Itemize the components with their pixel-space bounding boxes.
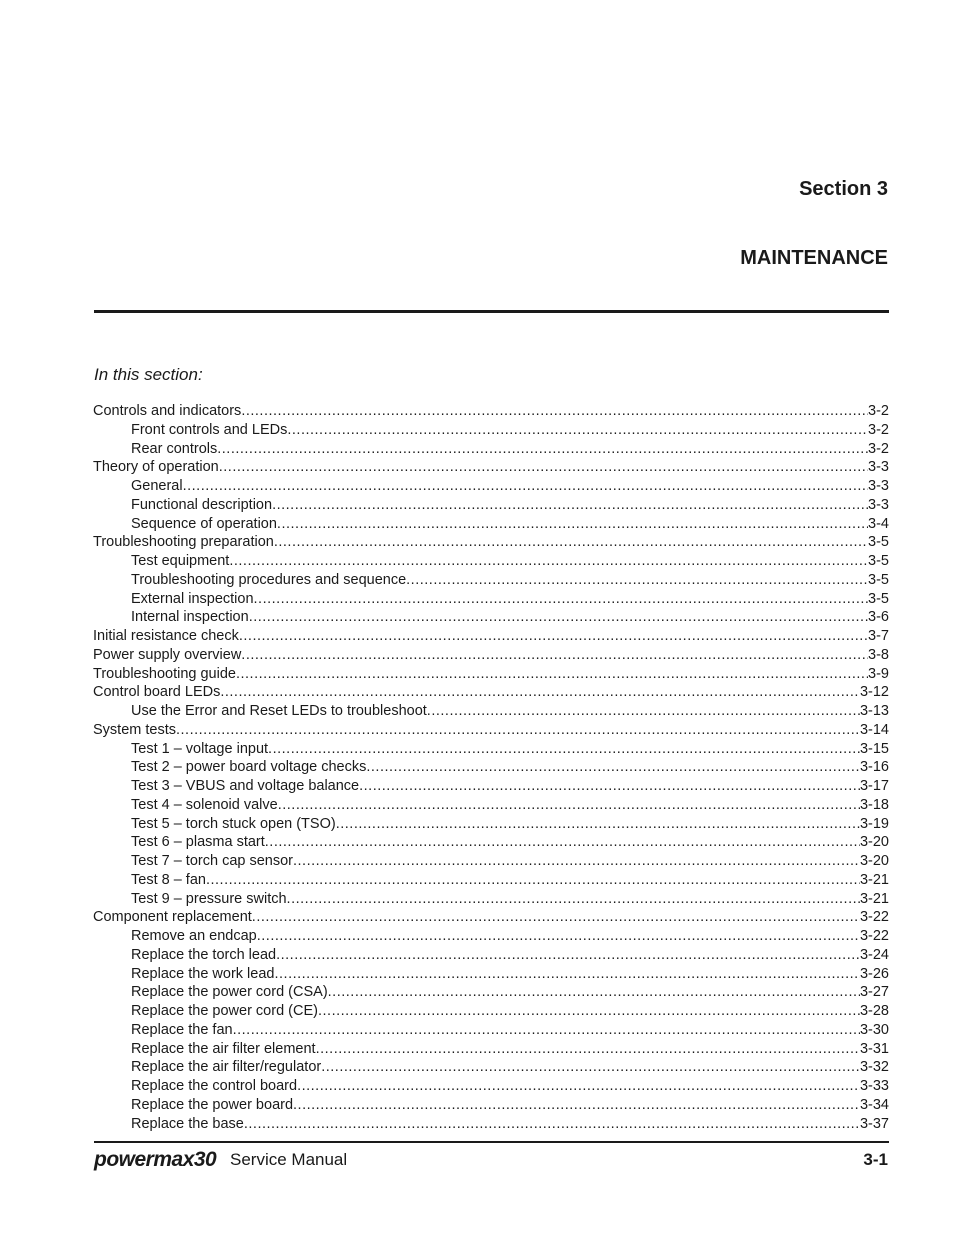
- toc-entry-label: Test equipment: [131, 553, 230, 569]
- toc-entry-page: 3-3: [868, 496, 889, 513]
- toc-entry-label: Replace the work lead: [131, 965, 275, 982]
- toc-entry-page: 3-2: [868, 440, 889, 457]
- toc-dot-leader: [406, 571, 868, 590]
- toc-entry-label: Use the Error and Reset LEDs to troubleshoot: [131, 703, 427, 719]
- footer-manual-title: Service Manual: [230, 1150, 348, 1169]
- toc-subentry[interactable]: [93, 927, 889, 946]
- toc-entry-label: Internal inspection: [131, 609, 249, 626]
- toc-subentry[interactable]: [93, 571, 889, 590]
- toc-dot-leader: [272, 496, 868, 515]
- toc-entry-label: Replace the power board: [131, 1096, 294, 1113]
- toc-entry-label: Controls and indicators: [93, 403, 242, 419]
- toc-subentry[interactable]: [93, 1096, 889, 1115]
- toc-entry-label: Test 1 – voltage input: [131, 740, 269, 757]
- toc-subentry[interactable]: [93, 496, 889, 515]
- toc-dot-leader: [233, 1021, 860, 1040]
- toc-entry[interactable]: [93, 665, 889, 684]
- toc-entry-page: 3-13: [859, 703, 889, 719]
- toc-entry-label: Control board LEDs: [93, 684, 221, 701]
- toc-dot-leader: [249, 608, 868, 627]
- toc-entry-page: 3-3: [868, 478, 889, 494]
- toc-dot-leader: [252, 908, 860, 927]
- toc-entry-page: 3-5: [868, 553, 889, 569]
- toc-entry-page: 3-4: [868, 515, 889, 532]
- toc-subentry[interactable]: [93, 833, 889, 852]
- toc-entry[interactable]: [93, 402, 889, 421]
- toc-dot-leader: [274, 965, 859, 984]
- toc-entry-label: General: [131, 478, 183, 494]
- toc-entry-page: 3-22: [859, 909, 889, 926]
- section-number: Section 3: [799, 178, 888, 200]
- toc-entry-page: 3-21: [859, 871, 889, 888]
- toc-subentry[interactable]: [93, 515, 889, 534]
- toc-entry[interactable]: [93, 683, 889, 702]
- toc-entry-label: Test 2 – power board voltage checks: [131, 759, 367, 776]
- toc-entry-label: Test 5 – torch stuck open (TSO): [131, 815, 336, 832]
- toc-subentry[interactable]: [93, 740, 889, 759]
- toc-entry-label: Functional description: [131, 496, 273, 513]
- toc-entry-label: Initial resistance check: [93, 628, 239, 644]
- toc-entry[interactable]: [93, 646, 889, 665]
- toc-dot-leader: [276, 946, 860, 965]
- toc-subentry[interactable]: [93, 1077, 889, 1096]
- toc-entry-page: 3-12: [859, 684, 889, 701]
- toc-entry-label: Rear controls: [131, 440, 218, 457]
- toc-entry-label: External inspection: [131, 590, 254, 607]
- toc-subentry[interactable]: [93, 1002, 889, 1021]
- toc-entry-page: 3-15: [859, 740, 889, 757]
- toc-entry-label: Replace the control board: [131, 1078, 298, 1094]
- toc-entry-label: Test 4 – solenoid valve: [131, 796, 278, 813]
- toc-dot-leader: [257, 927, 860, 946]
- toc-entry-page: 3-9: [868, 665, 889, 682]
- toc-entry-page: 3-27: [859, 984, 889, 1001]
- toc-entry-label: Troubleshooting guide: [93, 665, 236, 682]
- toc-dot-leader: [265, 833, 860, 852]
- toc-entry-page: 3-7: [868, 628, 889, 644]
- toc-dot-leader: [427, 702, 860, 721]
- toc-entry[interactable]: [93, 721, 889, 740]
- footer-divider: [94, 1141, 889, 1143]
- toc-entry-page: 3-5: [868, 590, 889, 607]
- toc-entry-label: Test 3 – VBUS and voltage balance: [131, 778, 360, 794]
- toc-dot-leader: [229, 552, 868, 571]
- toc-dot-leader: [176, 721, 860, 740]
- toc-entry-page: 3-3: [868, 459, 889, 476]
- toc-subentry[interactable]: [93, 1021, 889, 1040]
- toc-dot-leader: [278, 796, 860, 815]
- toc-dot-leader: [206, 871, 860, 890]
- section-title: MAINTENANCE: [740, 247, 888, 269]
- toc-dot-leader: [287, 890, 860, 909]
- toc-subentry[interactable]: [93, 421, 889, 440]
- toc-entry-label: Front controls and LEDs: [131, 421, 288, 438]
- toc-subentry[interactable]: [93, 871, 889, 890]
- toc-entry-label: Replace the power cord (CE): [131, 1003, 318, 1019]
- toc-entry-label: Test 7 – torch cap sensor: [131, 853, 293, 869]
- table-of-contents: [93, 402, 889, 1133]
- toc-entry-page: 3-21: [859, 890, 889, 907]
- toc-entry-label: Test 6 – plasma start: [131, 834, 265, 851]
- toc-subentry[interactable]: [93, 590, 889, 609]
- toc-subentry[interactable]: [93, 946, 889, 965]
- toc-subentry[interactable]: [93, 983, 889, 1002]
- toc-entry-page: 3-5: [868, 534, 889, 551]
- toc-entry-page: 3-20: [859, 834, 889, 851]
- toc-dot-leader: [254, 590, 869, 609]
- toc-dot-leader: [328, 983, 860, 1002]
- toc-dot-leader: [293, 1096, 860, 1115]
- toc-dot-leader: [318, 1002, 860, 1021]
- toc-subentry[interactable]: [93, 852, 889, 871]
- toc-dot-leader: [274, 533, 868, 552]
- toc-dot-leader: [359, 777, 860, 796]
- toc-subentry[interactable]: [93, 965, 889, 984]
- toc-subentry[interactable]: [93, 890, 889, 909]
- toc-entry-label: Remove an endcap: [131, 928, 257, 944]
- toc-entry-label: Test 8 – fan: [131, 871, 206, 888]
- toc-entry[interactable]: [93, 458, 889, 477]
- toc-entry-label: Troubleshooting preparation: [93, 534, 274, 551]
- toc-entry-label: Component replacement: [93, 909, 252, 926]
- toc-entry-page: 3-20: [859, 853, 889, 869]
- toc-entry-page: 3-26: [859, 965, 889, 982]
- toc-entry-page: 3-33: [859, 1078, 889, 1094]
- toc-entry-page: 3-8: [868, 646, 889, 663]
- toc-subentry[interactable]: [93, 796, 889, 815]
- toc-entry-page: 3-16: [859, 759, 889, 776]
- toc-entry-page: 3-17: [859, 778, 889, 794]
- toc-subentry[interactable]: [93, 702, 889, 721]
- toc-entry-label: Power supply overview: [93, 646, 242, 663]
- toc-dot-leader: [183, 477, 868, 496]
- toc-dot-leader: [287, 421, 868, 440]
- footer-page-number: 3-1: [863, 1150, 888, 1169]
- toc-dot-leader: [236, 665, 868, 684]
- toc-entry[interactable]: [93, 627, 889, 646]
- toc-entry-page: 3-5: [868, 571, 889, 588]
- toc-dot-leader: [241, 402, 868, 421]
- toc-entry-page: 3-31: [859, 1040, 889, 1057]
- title-divider: [94, 310, 889, 313]
- toc-subentry[interactable]: [93, 1058, 889, 1077]
- toc-entry-label: Replace the air filter/regulator: [131, 1059, 322, 1076]
- toc-entry-page: 3-30: [859, 1021, 889, 1038]
- toc-dot-leader: [277, 515, 868, 534]
- toc-entry-page: 3-37: [859, 1115, 889, 1132]
- toc-subentry[interactable]: [93, 758, 889, 777]
- toc-entry-page: 3-22: [859, 928, 889, 944]
- toc-subentry[interactable]: [93, 477, 889, 496]
- toc-entry-page: 3-34: [859, 1096, 889, 1113]
- toc-entry-label: Troubleshooting procedures and sequence: [131, 571, 407, 588]
- toc-subentry[interactable]: [93, 552, 889, 571]
- toc-subentry[interactable]: [93, 1040, 889, 1059]
- toc-entry-label: Replace the torch lead: [131, 946, 277, 963]
- toc-entry[interactable]: [93, 908, 889, 927]
- toc-entry-page: 3-2: [868, 403, 889, 419]
- toc-entry-page: 3-32: [859, 1059, 889, 1076]
- toc-entry-page: 3-14: [859, 721, 889, 738]
- toc-dot-leader: [244, 1115, 860, 1134]
- toc-dot-leader: [268, 740, 860, 759]
- toc-entry-label: Replace the fan: [131, 1021, 233, 1038]
- toc-entry-page: 3-2: [868, 421, 889, 438]
- toc-subentry[interactable]: [93, 608, 889, 627]
- toc-dot-leader: [336, 815, 860, 834]
- toc-entry-label: System tests: [93, 721, 176, 738]
- toc-entry-label: Replace the power cord (CSA): [131, 984, 328, 1001]
- footer-brand-logo: powermax30: [94, 1148, 217, 1171]
- toc-entry-page: 3-24: [859, 946, 889, 963]
- toc-dot-leader: [321, 1058, 860, 1077]
- toc-dot-leader: [316, 1040, 860, 1059]
- toc-entry-page: 3-28: [859, 1003, 889, 1019]
- toc-entry-label: Theory of operation: [93, 459, 219, 476]
- toc-entry-label: Sequence of operation: [131, 515, 277, 532]
- toc-dot-leader: [241, 646, 868, 665]
- toc-dot-leader: [239, 627, 868, 646]
- toc-dot-leader: [220, 683, 860, 702]
- toc-dot-leader: [366, 758, 860, 777]
- toc-dot-leader: [219, 458, 868, 477]
- toc-subentry[interactable]: [93, 815, 889, 834]
- toc-entry-page: 3-18: [859, 796, 889, 813]
- toc-entry-label: Replace the air filter element: [131, 1040, 316, 1057]
- toc-subentry[interactable]: [93, 777, 889, 796]
- toc-entry-label: Replace the base: [131, 1115, 244, 1132]
- toc-entry[interactable]: [93, 533, 889, 552]
- toc-dot-leader: [293, 852, 860, 871]
- intro-heading: In this section:: [94, 365, 203, 384]
- toc-dot-leader: [297, 1077, 860, 1096]
- toc-entry-page: 3-19: [859, 815, 889, 832]
- toc-subentry[interactable]: [93, 440, 889, 459]
- toc-subentry[interactable]: [93, 1115, 889, 1134]
- toc-entry-page: 3-6: [868, 609, 889, 626]
- toc-dot-leader: [217, 440, 868, 459]
- toc-entry-label: Test 9 – pressure switch: [131, 890, 287, 907]
